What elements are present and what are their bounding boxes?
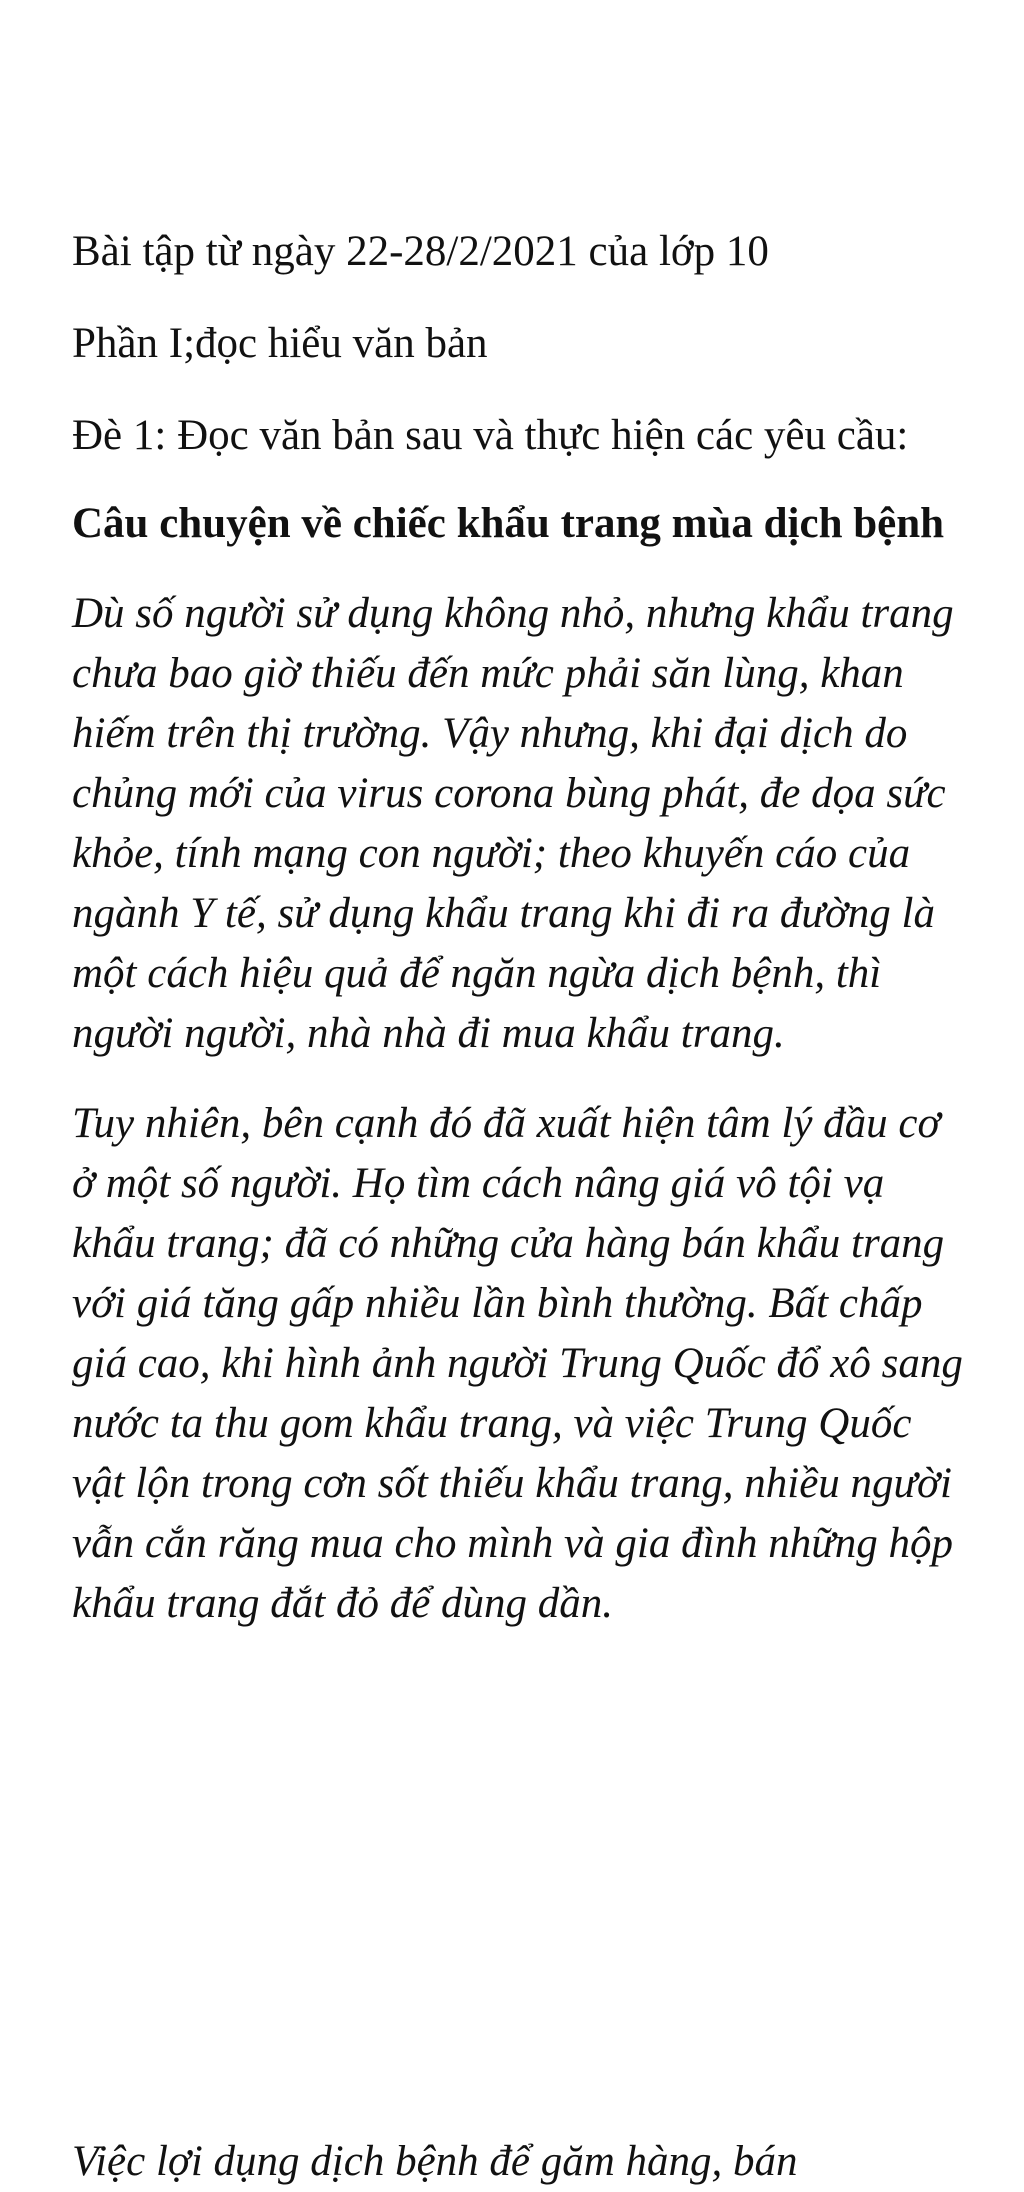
section-heading: Phần I;đọc hiểu văn bản [72,320,488,367]
exercise-prompt: Đè 1: Đọc văn bản sau và thực hiện các yêu cầu: [72,412,909,459]
document-content [72,222,972,1664]
story-paragraph: Dù số người sử dụng không nhỏ, nhưng khẩu trang chưa bao giờ thiếu đến mức phải săn lùng, khan hiếm trên thị trường. Vậy nhưng, khi đại dịch do chủng mới của virus corona bùng phát, đe dọa sức khỏe, tính mạng con người; theo khuyến cáo của ngành Y tế, sử dụng khẩu trang khi đi ra đường là một cách hiệu quả để ngăn ngừa dịch bệnh, thì người người, nhà nhà đi mua khẩu trang. [72,590,954,1057]
story-paragraph: Tuy nhiên, bên cạnh đó đã xuất hiện tâm lý đầu cơ ở một số người. Họ tìm cách nâng giá vô tội vạ khẩu trang; đã có những cửa hàng bán khẩu trang với giá tăng gấp nhiều lần bình thường. Bất chấp giá cao, khi hình ảnh người Trung Quốc đổ xô sang nước ta thu gom khẩu trang, và việc Trung Quốc vật lộn trong cơn sốt thiếu khẩu trang, nhiều người vẫn cắn răng mua cho mình và gia đình những hộp khẩu trang đắt đỏ để dùng dần. [72,1100,963,1627]
assignment-heading: Bài tập từ ngày 22-28/2/2021 của lớp 10 [72,228,769,275]
story-title: Câu chuyện về chiếc khẩu trang mùa dịch bệnh [72,500,945,547]
cut-off-paragraph-start: Việc lợi dụng dịch bệnh để găm hàng, bán [72,2138,798,2185]
